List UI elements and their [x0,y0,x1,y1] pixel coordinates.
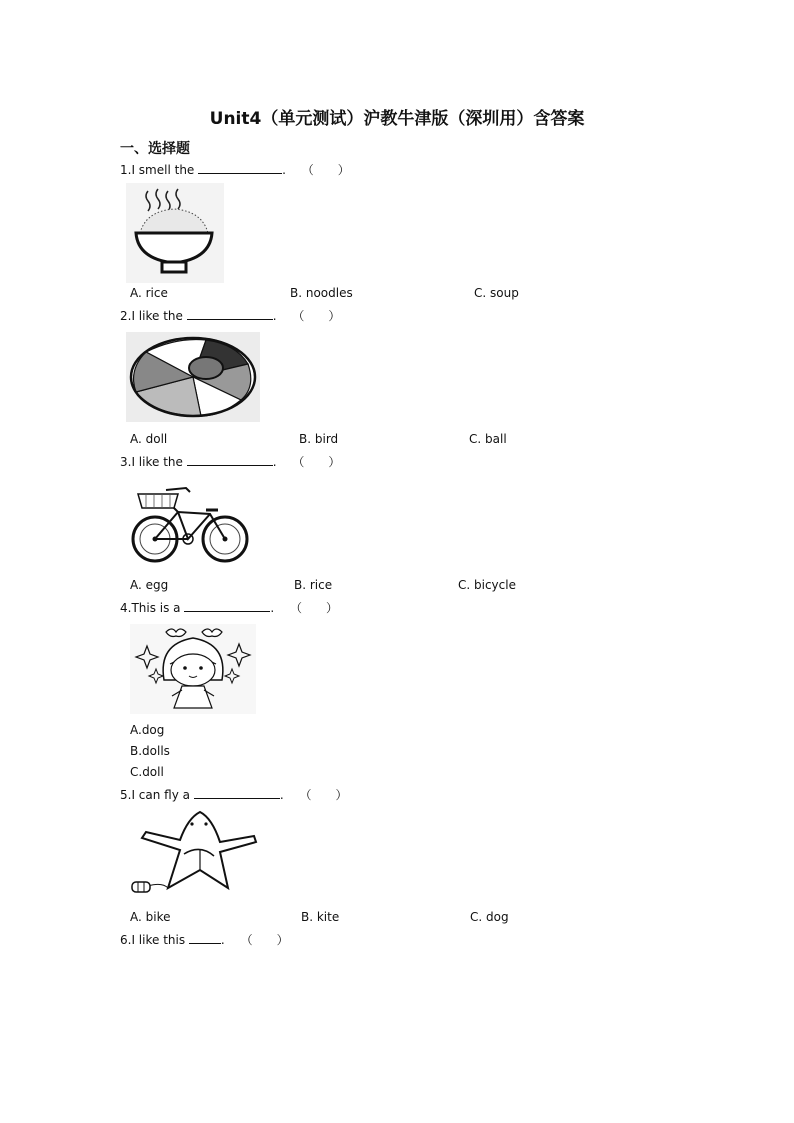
option-c: C. dog [470,910,509,924]
answer-parentheses: （ ） [292,455,341,469]
question-stem: 3.I like the [120,455,183,469]
option-b: B. bird [299,432,339,446]
option-a: A. bike [130,910,171,924]
question-3: 3.I like the . （ ） [120,455,341,469]
answer-parentheses: （ ） [299,788,348,802]
question-6: 6.I like this . （ ） [120,933,289,947]
question-5: 5.I can fly a . （ ） [120,788,348,802]
answer-blank [184,600,270,612]
question-1: 1.I smell the . （ ） [120,163,350,177]
option-a: A. doll [130,432,168,446]
option-c: C. soup [474,286,519,300]
option-a: A. egg [130,578,169,592]
option-b: B.dolls [130,744,170,758]
answer-parentheses: （ ） [290,601,339,615]
kite-image [128,810,260,900]
option-b: B. rice [294,578,333,592]
question-stem: 6.I like this [120,933,186,947]
answer-parentheses: （ ） [240,933,289,947]
question-2: 2.I like the . （ ） [120,309,341,323]
option-c: C. ball [469,432,507,446]
bicycle-image [128,484,254,566]
section-heading: 一、选择题 [120,141,190,157]
question-stem: 2.I like the [120,309,183,323]
option-a: A. rice [130,286,168,300]
question-stem: 1.I smell the [120,163,195,177]
question-stem: 4.This is a [120,601,181,615]
doll-image [130,624,256,714]
answer-blank [187,454,273,466]
answer-parentheses: （ ） [301,163,350,177]
answer-blank [198,162,282,174]
answer-parentheses: （ ） [292,309,341,323]
option-c: C. bicycle [458,578,516,592]
beach-ball-image [126,332,260,422]
document-title: Unit4（单元测试）沪教牛津版（深圳用）含答案 [209,109,585,129]
option-b: B. kite [301,910,340,924]
answer-blank [194,787,280,799]
option-b: B. noodles [290,286,353,300]
answer-blank [187,308,273,320]
question-stem: 5.I can fly a [120,788,191,802]
answer-blank [189,932,221,944]
option-c: C.doll [130,765,164,779]
rice-bowl-image [126,183,224,283]
question-4: 4.This is a . （ ） [120,601,339,615]
option-a: A.dog [130,723,165,737]
